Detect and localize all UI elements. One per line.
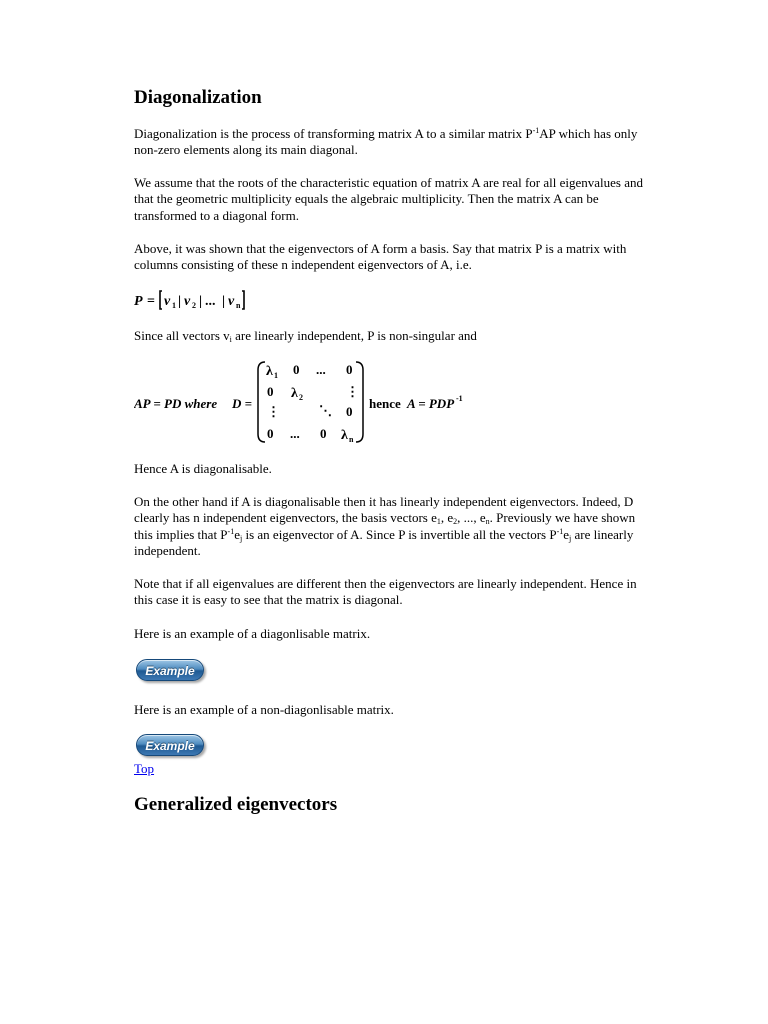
- paragraph-example-diagonalisable: Here is an example of a diagonlisable matrix.: [134, 626, 371, 641]
- eq1-bar1: |: [178, 294, 182, 309]
- eq1-right-bracket: [242, 291, 244, 309]
- m24: ⋮: [346, 384, 359, 399]
- m33: ⋱: [319, 403, 332, 418]
- top-link[interactable]: Top: [134, 761, 155, 776]
- eq1-vn: v: [228, 294, 235, 309]
- eq1-v1: v: [164, 294, 171, 309]
- m12: 0: [293, 362, 300, 377]
- eq1-dots: ...: [205, 294, 216, 309]
- m13: ...: [316, 362, 326, 377]
- m44: λ: [341, 428, 348, 443]
- eq1-bar2: |: [199, 294, 203, 309]
- eq2-result-sup: -1: [456, 394, 463, 403]
- eq1-lhs: P: [134, 294, 143, 309]
- eq1-subn: n: [236, 301, 241, 310]
- m21: 0: [267, 384, 274, 399]
- example-button-diagonalisable[interactable]: Example: [136, 659, 204, 681]
- m43: 0: [320, 426, 327, 441]
- section-title-generalized-eigenvectors: Generalized eigenvectors: [134, 794, 338, 815]
- paragraph-assumption: We assume that the roots of the characteristic equation of matrix A are real for all eigenvalues and that the geometric multiplicity equals the algebraic multiplicity. Then the matrix A can be transformed to a diagonal form.: [134, 175, 644, 223]
- m22: λ: [291, 386, 298, 401]
- eq2-left: AP = PD where: [134, 396, 218, 411]
- paragraph-basis: Above, it was shown that the eigenvectors of A form a basis. Say that matrix P is a matrix with columns consisting of these n independent eigenvectors of A, i.e.: [134, 241, 627, 273]
- section-title-diagonalization: Diagonalization: [134, 87, 262, 108]
- eq1-equals: =: [147, 294, 155, 309]
- eq2-hence: hence: [369, 396, 401, 411]
- paragraph-converse: On the other hand if A is diagonalisable then it has linearly independent eigenvectors. Indeed, D clearly has n independent eigenvectors, the basis vectors $e_1$, $e_2$, ..., $e_n$. Previously we have shown this implies that $P^{-1}e_j$ is an eigenvector of A. Since P is invertible all the vectors $P^{-1}e_j$ are linearly independent.: [134, 494, 636, 558]
- eq2-left-paren: [258, 362, 265, 442]
- eq1-sub2: 2: [192, 301, 196, 310]
- equation-diagonal-matrix: [134, 358, 494, 451]
- eq2-result: A = PDP: [407, 396, 455, 411]
- m42: ...: [290, 426, 300, 441]
- eq1-bar3: |: [222, 294, 226, 309]
- paragraph-diagonalisable: Hence A is diagonalisable.: [134, 461, 272, 476]
- eq2-right-paren: [356, 362, 363, 442]
- m41: 0: [267, 426, 274, 441]
- example-button-non-diagonalisable[interactable]: Example: [136, 734, 204, 756]
- equation-p-matrix: [134, 288, 264, 317]
- paragraph-definition: Diagonalization is the process of transforming matrix A to a similar matrix $P^{-1}AP$ which has only non-zero elements along its main diagonal.: [134, 126, 638, 158]
- m44-sub: n: [349, 435, 354, 444]
- m31: ⋮: [267, 404, 280, 419]
- m34: 0: [346, 404, 353, 419]
- paragraph-example-non-diagonalisable: Here is an example of a non-diagonlisable matrix.: [134, 702, 394, 717]
- eq1-sub1: 1: [172, 301, 176, 310]
- eq1-left-bracket: [160, 291, 162, 309]
- m11-sub: 1: [274, 371, 278, 380]
- eq1-v2: v: [184, 294, 191, 309]
- paragraph-distinct-eigenvalues: Note that if all eigenvalues are different then the eigenvectors are linearly independent. Hence in this case it is easy to see that the matrix is diagonal.: [134, 576, 637, 608]
- paragraph-nonsingular: Since all vectors $v_i$ are linearly independent, P is non-singular and: [134, 328, 477, 344]
- m22-sub: 2: [299, 393, 303, 402]
- m14: 0: [346, 362, 353, 377]
- m11: λ: [266, 364, 273, 379]
- eq2-dlabel: D =: [232, 396, 253, 411]
